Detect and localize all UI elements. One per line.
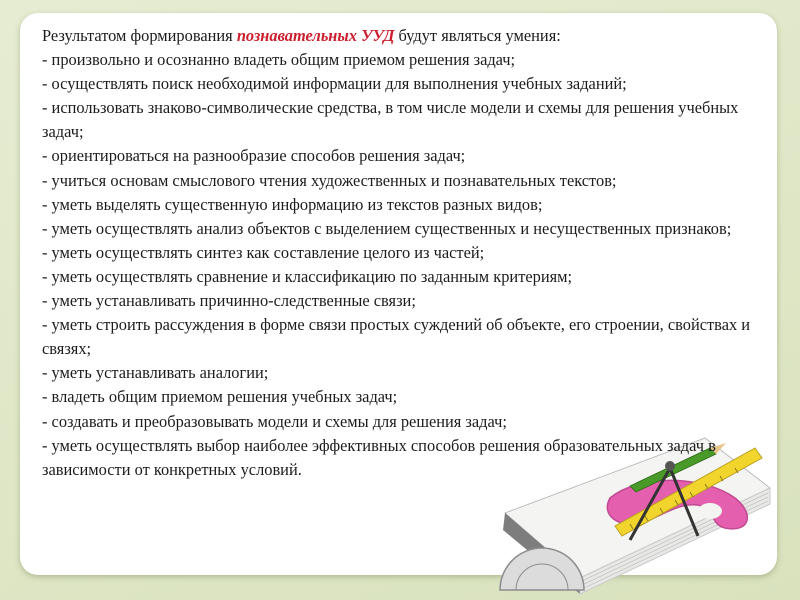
intro-line — [42, 24, 762, 48]
intro-suffix: будут являться умения: — [394, 26, 561, 45]
list-item: - осуществлять поиск необходимой информации для выполнения учебных заданий; — [42, 74, 627, 94]
list-item: - учиться основам смыслового чтения художественных и познавательных текстов; — [42, 170, 617, 190]
intro-prefix: Результатом формирования — [42, 26, 237, 45]
text-block — [42, 24, 762, 482]
list-item: - создавать и преобразовывать модели и схемы для решения задач; — [42, 411, 507, 431]
list-item: - владеть общим приемом решения учебных задач; — [42, 387, 398, 407]
list-item: - уметь выделять существенную информацию из текстов разных видов; — [42, 194, 543, 214]
list-item: - ориентироваться на разнообразие способов решения задач; — [42, 146, 466, 166]
list-item: - уметь осуществлять анализ объектов с выделением существенных и несущественных признаков; — [42, 218, 732, 238]
list-item: - использовать знаково-символические средства, в том числе модели и схемы для решения учебных задач; — [42, 98, 739, 142]
list-item: - произвольно и осознанно владеть общим приемом решения задач; — [42, 50, 516, 70]
list-item: - уметь устанавливать аналогии; — [42, 363, 269, 383]
list-item: - уметь осуществлять синтез как составление целого из частей; — [42, 242, 485, 262]
list-item: - уметь устанавливать причинно-следственные связи; — [42, 291, 416, 311]
intro-highlight: познавательных УУД — [236, 26, 395, 45]
list-item: - уметь осуществлять выбор наиболее эффективных способов решения образовательных задач в зависимости от конкретных условий. — [42, 435, 716, 479]
list-item: - уметь осуществлять сравнение и классификацию по заданным критериям; — [42, 266, 573, 286]
list-item: - уметь строить рассуждения в форме связи простых суждений об объекте, его строении, свойствах и связях; — [42, 315, 751, 359]
